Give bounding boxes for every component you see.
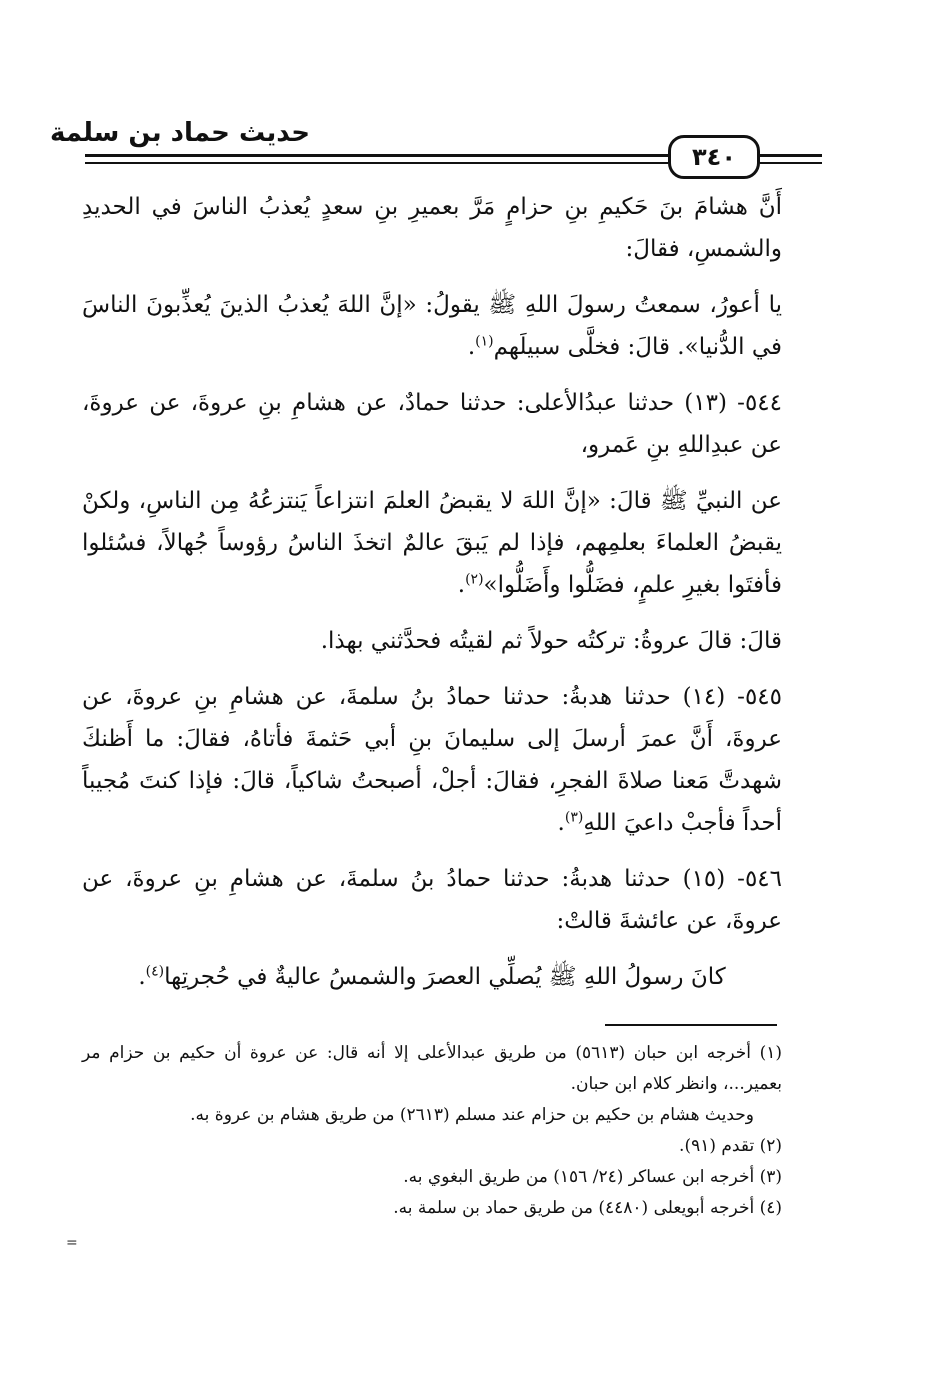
paragraph-text: يا أعورُ، سمعتُ رسولَ اللهِ ﷺ يقولُ: «إنَّ اللهَ يُعذبُ الذينَ يُعذِّبونَ الناسَ في الدُّنيا». قالَ: فخلَّى سبيلَهم bbox=[82, 292, 782, 360]
footnote: (٣) أخرجه ابن عساكر (٢٤/ ١٥٦) من طريق البغوي به. bbox=[403, 1167, 782, 1187]
paragraph: ٥٤٤- (١٣) حدثنا عبدُالأعلى: حدثنا حمادٌ، عن هشامِ بنِ عروةَ، عن عروةَ، عن عبدِاللهِ بنِ عَمرو، bbox=[82, 390, 782, 458]
header-rule bbox=[85, 162, 668, 164]
main-text bbox=[82, 186, 782, 1012]
header-rule bbox=[85, 154, 668, 157]
paragraph: يا أعورُ، سمعتُ رسولَ اللهِ ﷺ يقولُ: «إنَّ اللهَ يُعذبُ الذينَ يُعذِّبونَ الناسَ في الدُّنيا». قالَ: فخلَّى سبيلَهم$^{(١)}$. bbox=[82, 292, 782, 360]
paragraph-text: عن النبيِّ ﷺ قالَ: «إنَّ اللهَ لا يقبضُ العلمَ انتزاعاً يَنتزعُهُ مِن الناسِ، ولكنْ يقبضُ العلماءَ بعلمِهم، فإذا لم يَبقَ عالمٌ اتخذَ الناسُ رؤوساً جُهالاً، فسُئلوا فأفتَوا بغيرِ علمٍ، فضَلُّوا وأَضَلُّوا» bbox=[82, 488, 782, 598]
paragraph-text: ٥٤٥- (١٤) حدثنا هدبةُ: حدثنا حمادُ بنُ سلمةَ، عن هشامِ بنِ عروةَ، عن عروةَ، أَنَّ عمرَ أرسلَ إلى سليمانَ بنِ أبي حَثمةَ فأتاهُ، فقالَ: ما أَظنكَ شهدتَّ مَعنا صلاةَ الفجرِ، فقالَ: أجلْ، أصبحتُ شاكياً، قالَ: فإذا كنتَ مُجيباً أحداً فأجبْ داعيَ اللهِ bbox=[82, 684, 782, 836]
paragraph-text: كانَ رسولُ اللهِ ﷺ يُصلِّي العصرَ والشمسُ عاليةٌ في حُجرتِها bbox=[164, 964, 726, 990]
running-title: حديث حماد بن سلمة bbox=[49, 118, 310, 148]
footnote: (٢) تقدم (٩١). bbox=[679, 1136, 782, 1156]
footnote-ref: (١) bbox=[475, 333, 494, 350]
footnote-ref: (٤) bbox=[145, 963, 165, 980]
footnote: (١) أخرجه ابن حبان (٥٦١٣) من طريق عبدالأعلى إلا أنه قال: عن عروة أن حكيم بن حزام مر بعمير...، وانظر كلام ابن حبان. bbox=[82, 1043, 782, 1094]
footnote: وحديث هشام بن حكيم بن حزام عند مسلم (٢٦١٣) من طريق هشام بن عروة به. bbox=[190, 1105, 754, 1125]
footnote-separator bbox=[605, 1024, 777, 1026]
paragraph: قالَ: قالَ عروةُ: تركتُه حولاً ثم لقيتُه فحدَّثني بهذا. bbox=[320, 628, 782, 654]
paragraph: عن النبيِّ ﷺ قالَ: «إنَّ اللهَ لا يقبضُ العلمَ انتزاعاً يَنتزعُهُ مِن الناسِ، ولكنْ يقبضُ العلماءَ بعلمِهم، فإذا لم يَبقَ عالمٌ اتخذَ الناسُ رؤوساً جُهالاً، فسُئلوا فأفتَوا بغيرِ علمٍ، فضَلُّوا وأَضَلُّوا»$^{(٢)}$. bbox=[82, 488, 782, 598]
paragraph: ٥٤٦- (١٥) حدثنا هدبةُ: حدثنا حمادُ بنُ سلمةَ، عن هشامِ بنِ عروةَ، عن عروةَ، عن عائشةَ قالتْ: bbox=[82, 866, 782, 934]
paragraph: كانَ رسولُ اللهِ ﷺ يُصلِّي العصرَ والشمسُ عاليةٌ في حُجرتِها$^{(٤)}$. bbox=[138, 963, 726, 990]
footnote-ref: (٢) bbox=[465, 571, 484, 588]
paragraph: أَنَّ هشامَ بنَ حَكيمِ بنِ حزامٍ مَرَّ بعميرِ بنِ سعدٍ يُعذبُ الناسَ في الحديدِ والشمسِ، فقالَ: bbox=[82, 194, 782, 262]
paragraph: ٥٤٥- (١٤) حدثنا هدبةُ: حدثنا حمادُ بنُ سلمةَ، عن هشامِ بنِ عروةَ، عن عروةَ، أَنَّ عمرَ أرسلَ إلى سليمانَ بنِ أبي حَثمةَ فأتاهُ، فقالَ: ما أَظنكَ شهدتَّ مَعنا صلاةَ الفجرِ، فقالَ: أجلْ، أصبحتُ شاكياً، قالَ: فإذا كنتَ مُجيباً أحداً فأجبْ داعيَ اللهِ$^{(٣)}$. bbox=[82, 684, 782, 836]
header-rule bbox=[760, 154, 822, 157]
page-number: ٣٤٠ bbox=[668, 135, 760, 179]
footnotes bbox=[82, 1038, 782, 1224]
footnote: (٤) أخرجه أبويعلى (٤٤٨٠) من طريق حماد بن سلمة به. bbox=[393, 1198, 782, 1218]
footnote-ref: (٣) bbox=[564, 809, 584, 826]
margin-mark: = bbox=[66, 1235, 78, 1251]
header-rule bbox=[760, 162, 822, 164]
